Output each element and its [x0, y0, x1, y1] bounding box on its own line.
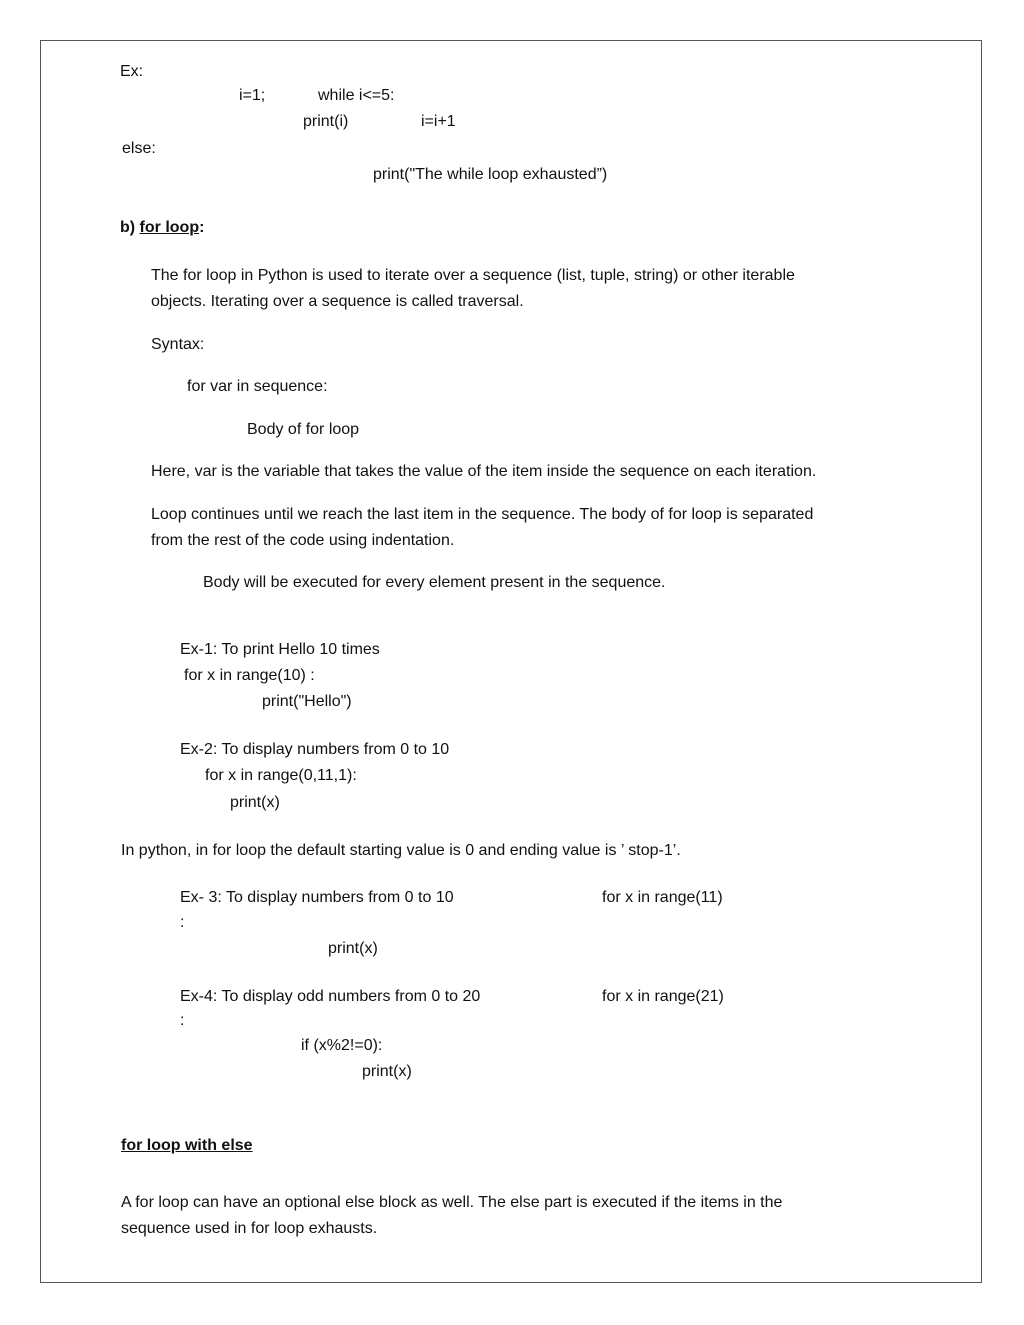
- ex2-for-line: for x in range(0,11,1):: [205, 767, 357, 784]
- ex1-title: Ex-1: To print Hello 10 times: [180, 641, 380, 658]
- section-title: for loop: [139, 219, 200, 236]
- ex2-title: Ex-2: To display numbers from 0 to 10: [180, 741, 450, 758]
- ex1-print-line: print("Hello"): [262, 693, 352, 710]
- explain-var-line: Here, var is the variable that takes the value of the item inside the sequence on each iteration.: [151, 463, 817, 480]
- code-while: while i<=5:: [318, 87, 395, 104]
- default-note: In python, in for loop the default starting value is 0 and ending value is ’ stop-1’.: [121, 842, 681, 859]
- syntax-body-line: Body of for loop: [247, 421, 360, 438]
- ex2-print-line: print(x): [230, 794, 280, 811]
- ex4-colon: :: [180, 1012, 185, 1029]
- ex4-for-line: for x in range(21): [602, 988, 724, 1005]
- code-else: else:: [122, 140, 156, 157]
- for-else-heading: for loop with else: [121, 1137, 253, 1154]
- explain-loop-line-2: from the rest of the code using indentation.: [151, 532, 455, 549]
- ex4-if-line: if (x%2!=0):: [301, 1037, 383, 1054]
- intro-line-1: The for loop in Python is used to iterate over a sequence (list, tuple, string) or other iterable: [151, 267, 795, 284]
- ex4-print-line: print(x): [362, 1063, 412, 1080]
- syntax-for-line: for var in sequence:: [187, 378, 328, 395]
- code-print-exhausted: print("The while loop exhausted”): [373, 166, 608, 183]
- for-else-line-2: sequence used in for loop exhausts.: [121, 1220, 378, 1237]
- ex3-print-line: print(x): [328, 940, 378, 957]
- for-else-line-1: A for loop can have an optional else block as well. The else part is executed if the items in the: [121, 1194, 783, 1211]
- section-suffix: :: [199, 219, 205, 236]
- section-prefix: b): [120, 219, 140, 236]
- ex3-colon: :: [180, 914, 185, 931]
- ex-label: Ex:: [120, 63, 144, 80]
- explain-body-line: Body will be executed for every element present in the sequence.: [203, 574, 666, 591]
- code-i-init: i=1;: [239, 87, 266, 104]
- explain-loop-line-1: Loop continues until we reach the last item in the sequence. The body of for loop is separated: [151, 506, 814, 523]
- ex3-title: Ex- 3: To display numbers from 0 to 10: [180, 889, 454, 906]
- ex4-title: Ex-4: To display odd numbers from 0 to 20: [180, 988, 481, 1005]
- code-increment: i=i+1: [421, 113, 456, 130]
- section-heading: [120, 218, 204, 238]
- ex3-for-line: for x in range(11): [602, 889, 723, 906]
- intro-line-2: objects. Iterating over a sequence is called traversal.: [151, 293, 524, 310]
- ex1-for-line: for x in range(10) :: [184, 667, 315, 684]
- syntax-label: Syntax:: [151, 336, 205, 353]
- code-print-i: print(i): [303, 113, 349, 130]
